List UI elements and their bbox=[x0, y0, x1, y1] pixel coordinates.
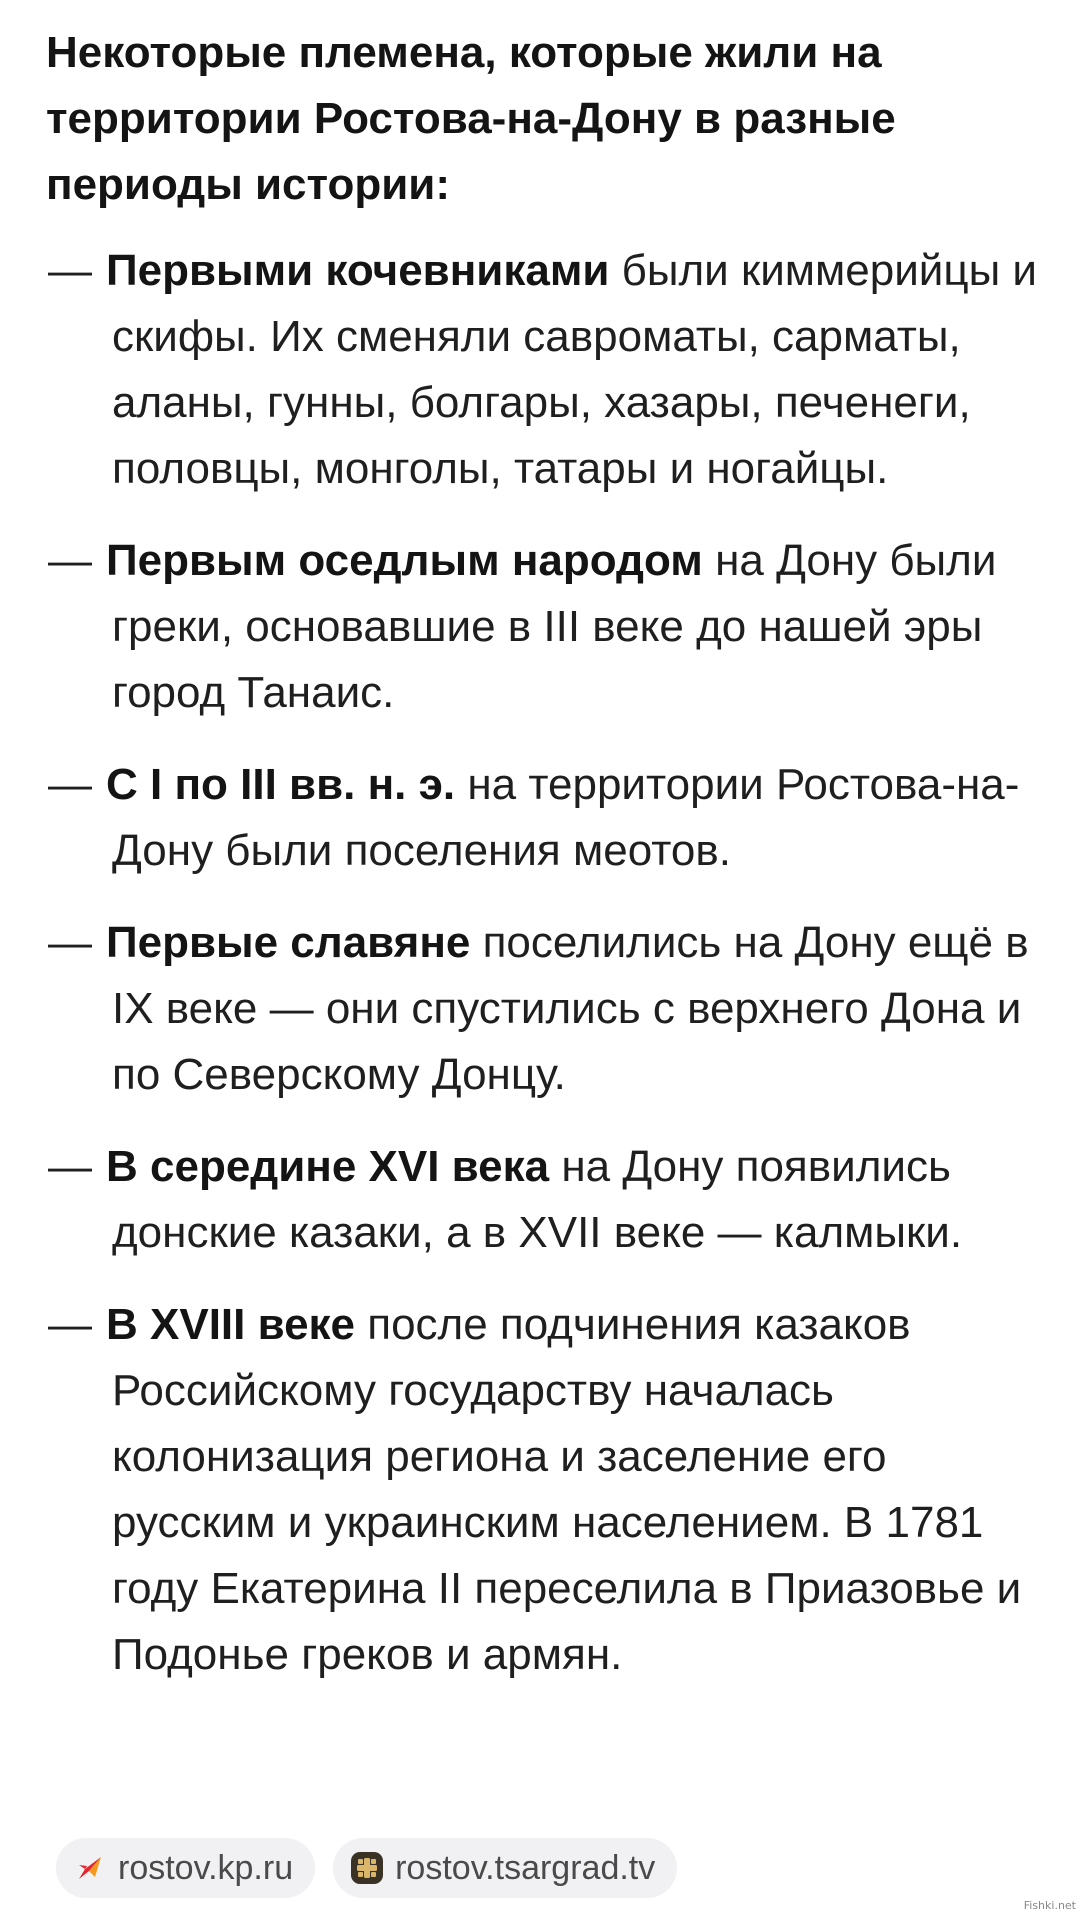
item-text: после подчинения казаков Российскому государству началась колонизация региона и заселение его русским и украинским населением. В 1781 году Екатерина II переселила в Приазовье и Подонье греков и армян. bbox=[112, 1300, 1022, 1679]
kp-bird-icon bbox=[72, 1850, 108, 1886]
source-label: rostov.tsargrad.tv bbox=[395, 1848, 656, 1887]
item-lead: Первыми кочевниками bbox=[106, 246, 610, 295]
list-item bbox=[0, 910, 1080, 1108]
tsargrad-icon bbox=[349, 1850, 385, 1886]
item-text: на Дону были греки, основавшие в III веке до нашей эры город Танаис. bbox=[112, 536, 997, 717]
source-chip-tsargrad[interactable] bbox=[333, 1838, 677, 1898]
list-item bbox=[0, 1134, 1080, 1266]
list-item bbox=[0, 1292, 1080, 1688]
source-label: rostov.kp.ru bbox=[118, 1848, 294, 1887]
sources-row bbox=[56, 1838, 677, 1898]
dash-bullet: — bbox=[48, 246, 92, 295]
item-lead: Первые славяне bbox=[106, 918, 471, 967]
watermark: Fishki.net bbox=[1023, 1899, 1076, 1912]
dash-bullet: — bbox=[48, 1142, 92, 1191]
dash-bullet: — bbox=[48, 1300, 92, 1349]
item-text: на территории Ростова-на-Дону были поселения меотов. bbox=[112, 760, 1020, 875]
dash-bullet: — bbox=[48, 918, 92, 967]
dash-bullet: — bbox=[48, 536, 92, 585]
heading: Некоторые племена, которые жили на территории Ростова-на-Дону в разные периоды истории: bbox=[46, 28, 896, 209]
list-item bbox=[0, 528, 1080, 726]
item-text: поселились на Дону ещё в IX веке — они спустились с верхнего Дона и по Северскому Донцу. bbox=[112, 918, 1029, 1099]
item-lead: Первым оседлым народом bbox=[106, 536, 703, 585]
item-text: на Дону появились донские казаки, а в XVII веке — калмыки. bbox=[112, 1142, 963, 1257]
tribes-list bbox=[0, 238, 1080, 1714]
list-item bbox=[0, 238, 1080, 502]
source-chip-kp[interactable] bbox=[56, 1838, 315, 1898]
item-text: были киммерийцы и скифы. Их сменяли савроматы, сарматы, аланы, гунны, болгары, хазары, печенеги, половцы, монголы, татары и ногайцы. bbox=[112, 246, 1038, 493]
dash-bullet: — bbox=[48, 760, 92, 809]
item-lead: С I по III вв. н. э. bbox=[106, 760, 456, 809]
item-lead: В XVIII веке bbox=[106, 1300, 356, 1349]
item-lead: В середине XVI века bbox=[106, 1142, 550, 1191]
list-item bbox=[0, 752, 1080, 884]
